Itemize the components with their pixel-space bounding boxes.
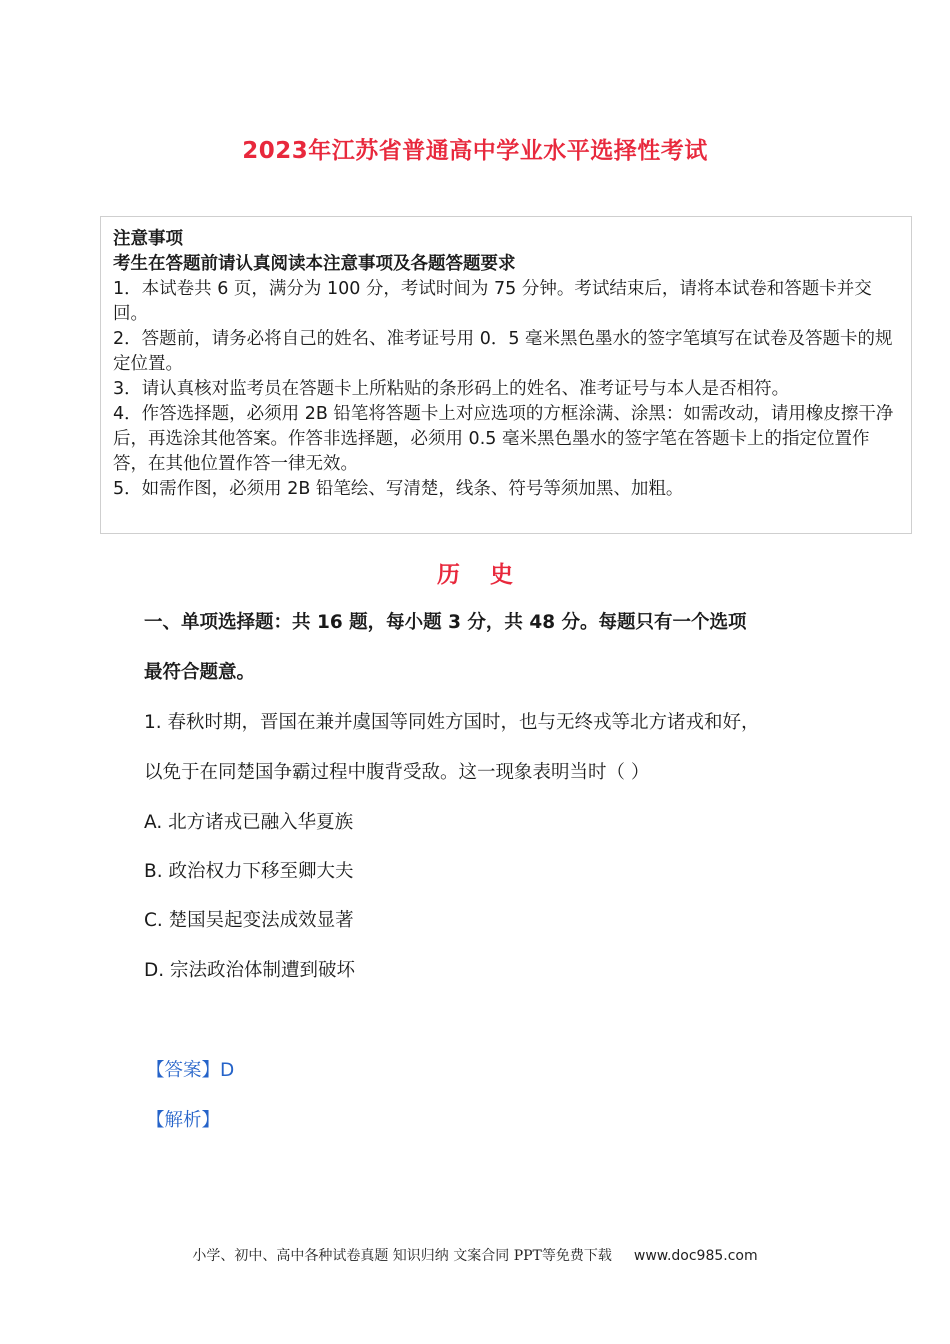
answer-line [146,1056,234,1082]
analysis-label: 【解析】 [146,1110,221,1131]
notice-item-2: 2．答题前，请务必将自己的姓名、准考证号用 0．5 毫米黑色墨水的签字笔填写在试卷及答题卡的规定位置。 [113,329,893,374]
answer-value: D [220,1060,235,1081]
option-a: A. 北方诸戎已融入华夏族 [144,812,354,833]
footer-text: 小学、初中、高中各种试卷真题 知识归纳 文案合同 PPT等免费下载 [192,1248,612,1264]
notice-box [100,216,912,534]
option-c: C. 楚国吴起变法成效显著 [144,910,354,931]
page-title: 2023年江苏省普通高中学业水平选择性考试 [242,138,708,164]
subject-title [0,556,950,589]
analysis-line [146,1106,220,1132]
notice-item-1: 1．本试卷共 6 页，满分为 100 分，考试时间为 75 分钟。考试结束后，请将本试卷和答题卡并交回。 [113,279,872,324]
subject-char-1: 历 [437,562,460,588]
notice-item-3: 3．请认真核对监考员在答题卡上所粘贴的条形码上的姓名、准考证号与本人是否相符。 [113,379,790,399]
notice-item-5: 5．如需作图，必须用 2B 铅笔绘、写清楚，线条、符号等须加黑、加粗。 [113,479,684,499]
option-d: D. 宗法政治体制遭到破坏 [144,960,356,981]
subject-char-2: 史 [490,562,513,588]
footer [0,1245,950,1265]
notice-item-4: 4．作答选择题，必须用 2B 铅笔将答题卡上对应选项的方框涂满、涂黑：如需改动，请用橡皮擦干净后，再选涂其他答案。作答非选择题，必须用 0.5 毫米黑色墨水的签字笔在答题卡上的指定位置作答，在其他位置作答一律无效。 [113,404,894,474]
section-heading-line-1: 一、单项选择题：共 16 题，每小题 3 分，共 48 分。每题只有一个选项 [144,612,747,633]
question-1-line-1: 1. 春秋时期，晋国在兼并虞国等同姓方国时，也与无终戎等北方诸戎和好， [144,712,760,733]
notice-heading: 注意事项 [113,229,183,249]
option-b: B. 政治权力下移至卿大夫 [144,861,354,882]
footer-url[interactable]: www.doc985.com [633,1248,758,1264]
notice-subheading: 考生在答题前请认真阅读本注意事项及各题答题要求 [113,254,516,274]
question-1-line-2: 以免于在同楚国争霸过程中腹背受敌。这一现象表明当时（ ） [144,762,650,783]
answer-label: 【答案】 [146,1060,221,1081]
section-heading-line-2: 最符合题意。 [144,662,256,683]
